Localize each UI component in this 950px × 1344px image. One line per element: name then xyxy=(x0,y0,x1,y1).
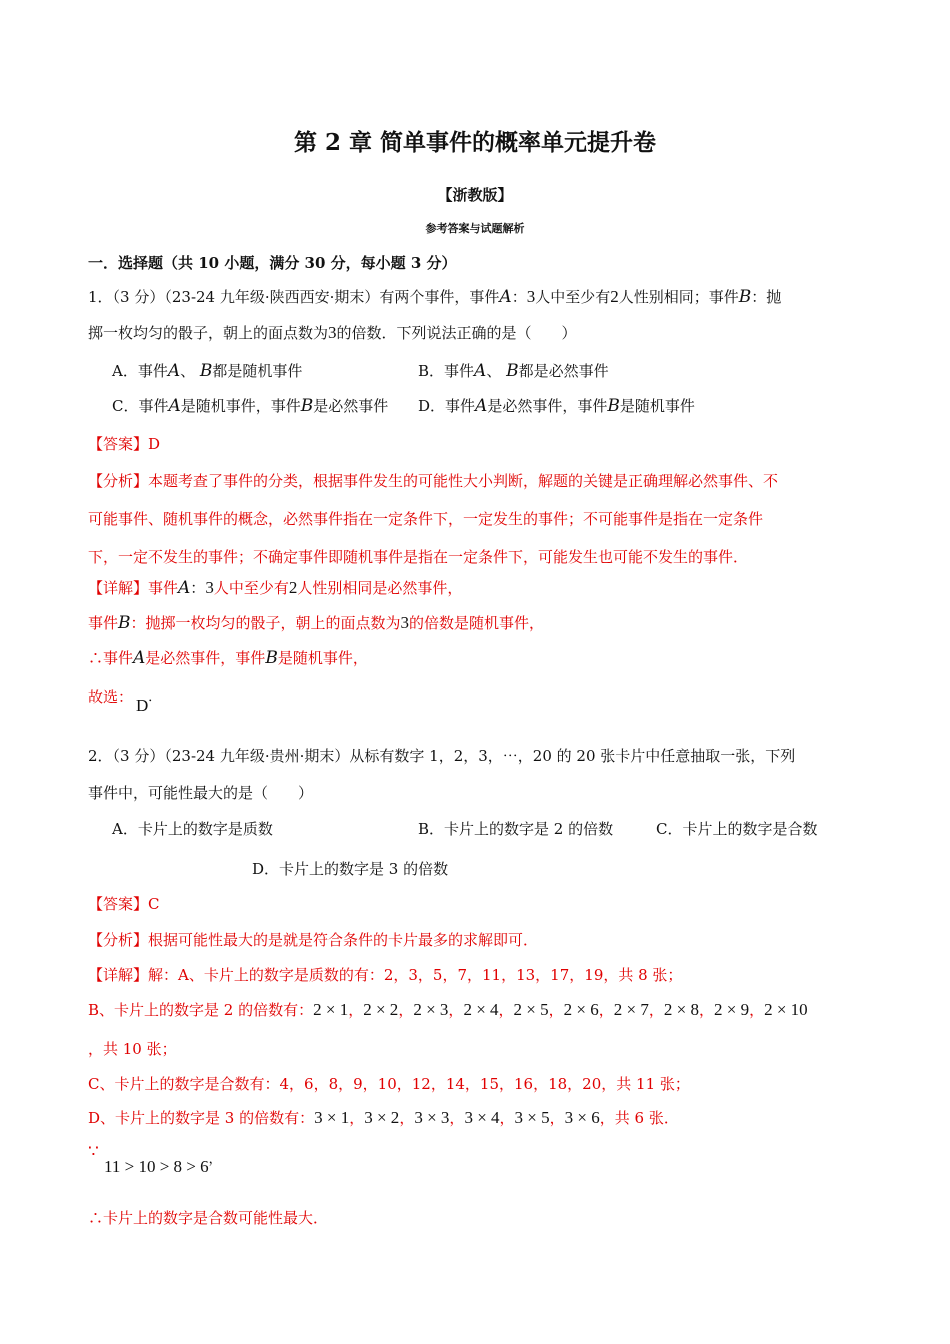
page-title: 第 2 章 简单事件的概率单元提升卷 xyxy=(293,129,657,156)
q1-analysis-line3: 下，一定不发生的事件；不确定事件即随机事件是指在一定条件下，可能发生也可能不发生的事件． xyxy=(88,548,749,566)
product-term: 3 × 1 xyxy=(314,1108,350,1127)
product-term: 3 × 5 xyxy=(514,1108,550,1127)
separator: ， xyxy=(448,1001,464,1019)
separator: ， xyxy=(548,1001,564,1019)
q2-stem-line2: 事件中，可能性最大的是（ ） xyxy=(88,784,314,802)
subtitle: 参考答案与试题解析 xyxy=(425,222,525,235)
edition-label: 【浙教版】 xyxy=(437,186,513,204)
product-term: 2 × 2 xyxy=(363,1000,399,1019)
q1-option-b: B．事件A、 B都是必然事件 xyxy=(418,361,609,381)
q1-choose-answer: D． xyxy=(136,690,162,715)
separator: ， xyxy=(449,1109,465,1127)
separator: ， xyxy=(349,1109,365,1127)
q1-option-d: D．事件A是必然事件，事件B是随机事件 xyxy=(418,396,695,416)
q1-analysis-line1: 【分析】本题考查了事件的分类，根据事件发生的可能性大小判断，解题的关键是正确理解必然事件、不 xyxy=(88,472,779,490)
q1-choose-label: 故选： xyxy=(88,688,134,706)
q2-detail-line1: 【详解】解：A、卡片上的数字是质数的有：2，3，5，7，11，13，17，19，共 8 张； xyxy=(88,966,683,984)
separator: ， xyxy=(598,1001,614,1019)
q2-option-b: B．卡片上的数字是 2 的倍数 xyxy=(418,820,614,838)
product-term: 2 × 6 xyxy=(563,1000,599,1019)
q1-detail-line1: 【详解】事件A：3人中至少有2人性别相同是必然事件， xyxy=(88,578,463,598)
q2-option-c: C．卡片上的数字是合数 xyxy=(656,820,818,838)
q2-answer: 【答案】C xyxy=(88,895,160,913)
q1-option-c: C．事件A是随机事件，事件B是必然事件 xyxy=(112,396,389,416)
q2-option-a: A．卡片上的数字是质数 xyxy=(112,820,273,838)
because-symbol: ∵ xyxy=(88,1142,99,1162)
q2-stem-line1: 2．（3 分）（23-24 九年级·贵州·期末）从标有数字 1，2，3，⋯，20 的 20 张卡片中任意抽取一张，下列 xyxy=(88,747,796,765)
product-term: 2 × 5 xyxy=(513,1000,549,1019)
separator: ， xyxy=(498,1001,514,1019)
separator: ， xyxy=(749,1001,765,1019)
q1-stem-line2: 掷一枚均匀的骰子，朝上的面点数为3的倍数．下列说法正确的是（ ） xyxy=(88,323,577,342)
q2-analysis: 【分析】根据可能性最大的是就是符合条件的卡片最多的求解即可． xyxy=(88,931,539,949)
q2-detail-line2: B、卡片上的数字是 2 的倍数有：2 × 1，2 × 2，2 × 3，2 × 4，2 × 5，2 × 6，2 × 7，2 × 8，2 × 9，2 × 10 xyxy=(88,1000,808,1019)
separator: ， xyxy=(549,1109,565,1127)
separator: ， xyxy=(398,1001,414,1019)
q1-answer: 【答案】D xyxy=(88,435,161,453)
product-term: 3 × 3 xyxy=(414,1108,450,1127)
product-term: 2 × 10 xyxy=(764,1000,808,1019)
q2-inequality: 11 > 10 > 8 > 6， xyxy=(104,1152,222,1176)
q2-conclusion: ∴卡片上的数字是合数可能性最大． xyxy=(88,1209,329,1227)
product-term: 3 × 2 xyxy=(364,1108,400,1127)
multiples-of-3 xyxy=(314,1108,600,1127)
q2-detail-line2-tail: ，共 10 张； xyxy=(88,1040,177,1058)
q2-detail-line3: C、卡片上的数字是合数有：4，6，8，9，10，12，14，15，16，18，20，共 11 张； xyxy=(88,1075,690,1093)
q1-detail-line2: 事件B：抛掷一枚均匀的骰子，朝上的面点数为3的倍数是随机事件， xyxy=(88,613,545,633)
product-term: 2 × 9 xyxy=(713,1000,750,1019)
q1-option-a: A．事件A、 B都是随机事件 xyxy=(112,361,303,381)
separator: ， xyxy=(698,1001,714,1019)
q1-detail-line3: ∴事件A是必然事件，事件B是随机事件， xyxy=(88,648,368,668)
product-term: 3 × 4 xyxy=(464,1108,500,1127)
multiples-of-2 xyxy=(313,1000,808,1019)
separator: ， xyxy=(648,1001,664,1019)
q1-analysis-line2: 可能事件、随机事件的概念，必然事件指在一定条件下，一定发生的事件；不可能事件是指在一定条件 xyxy=(88,510,764,528)
product-term: 2 × 1 xyxy=(313,1000,349,1019)
separator: ， xyxy=(399,1109,415,1127)
q1-stem-line1: 1．（3 分）（23-24 九年级·陕西西安·期末）有两个事件，事件A：3人中至少有2人性别相同；事件B：抛 xyxy=(88,287,782,307)
product-term: 2 × 4 xyxy=(463,1000,499,1019)
product-term: 3 × 6 xyxy=(564,1108,600,1127)
separator: ， xyxy=(348,1001,364,1019)
product-term: 2 × 3 xyxy=(413,1000,449,1019)
product-term: 2 × 8 xyxy=(663,1000,699,1019)
q2-detail-line4: D、卡片上的数字是 3 的倍数有：3 × 1，3 × 2，3 × 3，3 × 4，3 × 5，3 × 6，共 6 张． xyxy=(88,1108,679,1127)
section-heading: 一．选择题（共 10 小题，满分 30 分，每小题 3 分） xyxy=(88,254,457,272)
q2-option-d: D．卡片上的数字是 3 的倍数 xyxy=(252,860,449,878)
product-term: 2 × 7 xyxy=(613,1000,649,1019)
separator: ， xyxy=(499,1109,515,1127)
